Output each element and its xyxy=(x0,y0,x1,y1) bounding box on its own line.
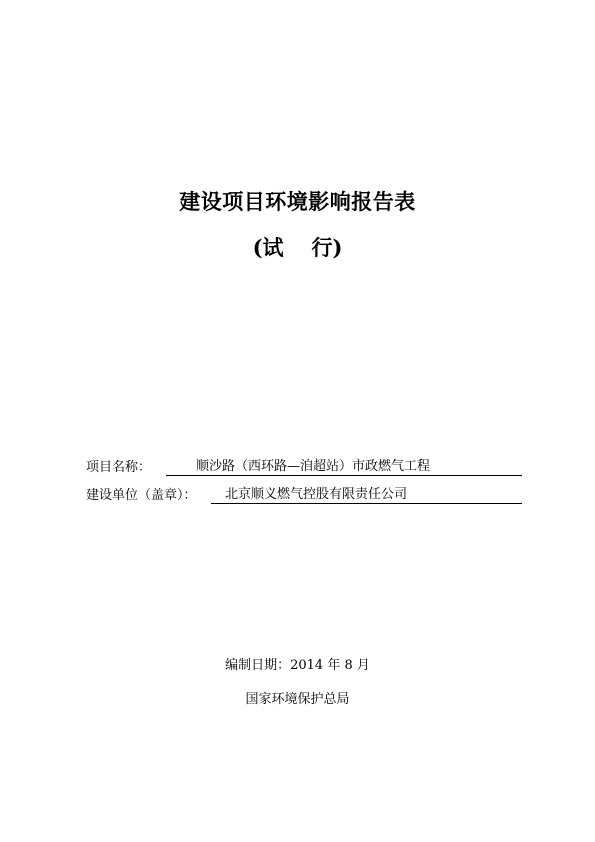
project-name-value: 顺沙路（西环路—洎超站）市政燃气工程 xyxy=(166,458,522,476)
construction-unit-row xyxy=(86,486,522,506)
project-name-row xyxy=(86,458,522,478)
document-title: 建设项目环境影响报告表 xyxy=(179,189,416,214)
construction-unit-value: 北京顺义燃气控股有限责任公司 xyxy=(211,486,522,504)
subtitle-close: 行) xyxy=(311,235,343,260)
subtitle-open: (试 xyxy=(252,235,284,260)
document-subtitle xyxy=(0,232,595,262)
compile-date: 编制日期：2014 年 8 月 xyxy=(225,658,370,673)
project-name-label: 项目名称： xyxy=(86,460,152,475)
issuing-authority: 国家环境保护总局 xyxy=(245,692,350,707)
construction-unit-label: 建设单位（盖章）： xyxy=(86,488,197,503)
